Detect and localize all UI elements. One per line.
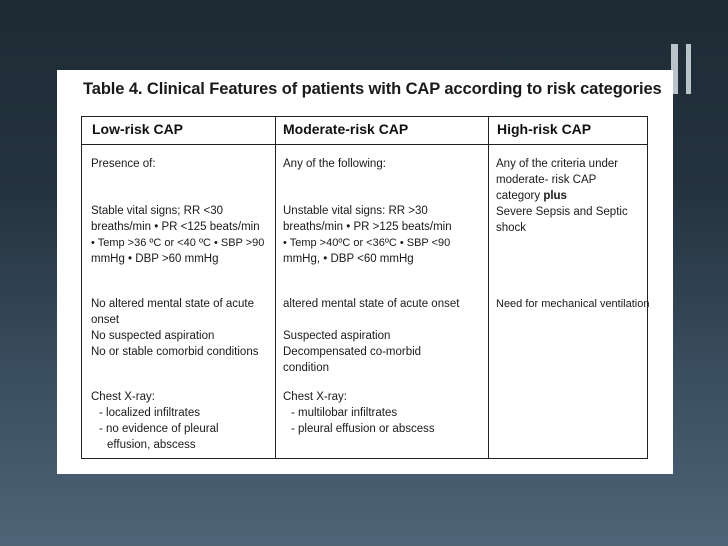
high-criteria-line: [496, 189, 567, 203]
low-xray-item: effusion, abscess: [107, 439, 196, 451]
low-xray-item: - no evidence of pleural: [99, 423, 219, 435]
high-sepsis-line: shock: [496, 222, 527, 234]
low-vitals-line: Stable vital signs; RR <30: [91, 205, 223, 217]
high-ventilation-line: Need for mechanical ventilation: [496, 298, 650, 310]
slide-content-panel: [57, 70, 673, 474]
low-vitals-line: mmHg • DBP >60 mmHg: [91, 253, 219, 265]
high-plus-text: plus: [543, 190, 567, 202]
risk-category-table: [81, 116, 648, 459]
low-presence-label: Presence of:: [91, 158, 156, 170]
high-category-text: category: [496, 190, 544, 202]
moderate-any-label: Any of the following:: [283, 158, 386, 170]
header-row-divider: [82, 144, 647, 145]
moderate-vitals-line: breaths/min • PR >125 beats/min: [283, 221, 452, 233]
moderate-comorbid-line: condition: [283, 362, 330, 374]
low-vitals-line: • Temp >36 ºC or <40 ºC • SBP >90: [91, 237, 265, 249]
header-high-risk: High-risk CAP: [497, 121, 592, 137]
header-low-risk: Low-risk CAP: [92, 121, 184, 137]
moderate-vitals-line: • Temp >40ºC or <36ºC • SBP <90: [283, 237, 451, 249]
low-vitals-line: breaths/min • PR <125 beats/min: [91, 221, 260, 233]
moderate-xray-item: - multilobar infiltrates: [291, 407, 398, 419]
moderate-mental-line: altered mental state of acute onset: [283, 298, 460, 310]
low-aspiration-line: No suspected aspiration: [91, 330, 215, 342]
moderate-vitals-line: Unstable vital signs: RR >30: [283, 205, 428, 217]
low-mental-line: onset: [91, 314, 120, 326]
low-xray-label: Chest X-ray:: [91, 391, 155, 403]
low-mental-line: No altered mental state of acute: [91, 298, 255, 310]
moderate-aspiration-line: Suspected aspiration: [283, 330, 391, 342]
moderate-comorbid-line: Decompensated co-morbid: [283, 346, 422, 358]
low-comorbid-line: No or stable comorbid conditions: [91, 346, 259, 358]
high-criteria-line: moderate- risk CAP: [496, 174, 597, 186]
moderate-xray-item: - pleural effusion or abscess: [291, 423, 435, 435]
table-title: Table 4. Clinical Features of patients with CAP according to risk categories: [83, 80, 662, 98]
high-sepsis-line: Severe Sepsis and Septic: [496, 206, 628, 218]
moderate-vitals-line: mmHg, • DBP <60 mmHg: [283, 253, 414, 265]
column-divider: [488, 117, 489, 458]
moderate-xray-label: Chest X-ray:: [283, 391, 347, 403]
column-divider: [275, 117, 276, 458]
decorative-bar-right: [686, 44, 691, 94]
low-xray-item: - localized infiltrates: [99, 407, 200, 419]
header-moderate-risk: Moderate-risk CAP: [283, 121, 409, 137]
high-criteria-line: Any of the criteria under: [496, 158, 619, 170]
